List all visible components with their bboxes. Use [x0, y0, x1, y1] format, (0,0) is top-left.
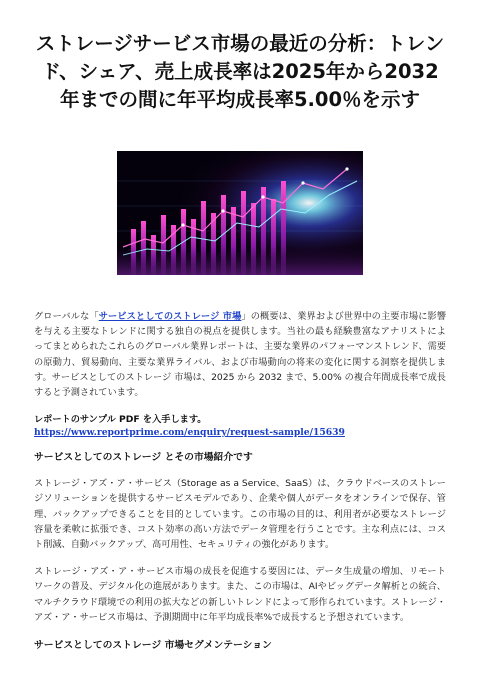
sample-label: レポートのサンプル PDF を入手します。	[34, 414, 207, 426]
sample-request	[34, 413, 446, 439]
analytics-chart-image	[117, 151, 363, 275]
sample-request-link[interactable]: https://www.reportprime.com/enquiry/request-sample/15639	[34, 427, 345, 439]
page-title: ストレージサービス市場の最近の分析：トレンド、シェア、売上成長率は2025年から2032年までの間に年平均成長率5.00％を示す	[35, 32, 445, 111]
intro-text-end: 」の概要は、業界および世界中の主要市場に影響を与える主要なトレンドに関する独自の視点を提供します。当社の最も経験豊富なアナリストによってまとめられたこれらのグローバル業界レポートは、主要な業界のパフォーマンストレンド、需要の原動力、貿易動向、主要な業界ライバル、および市場動向の将来の変化に関する洞察を提供します。サービスとしてのストレージ 市場は、2025 から 2032 まで、5.00% の複合年間成長率で成長すると予測されています。	[34, 311, 447, 399]
section-paragraph-2: ストレージ・アズ・ア・サービス市場の成長を促進する要因には、データ生成量の増加、リモートワークの普及、デジタル化の進展があります。また、この市場は、AIやビッグデータ解析との統合、マルチクラウド環境での利用の拡大などの新しいトレンドによって形作られています。ストレージ・アズ・ア・サービス市場は、予測期間中に年平均成長率%で成長すると予想されています。	[34, 566, 446, 623]
market-link[interactable]: サービスとしてのストレージ 市場	[98, 311, 242, 322]
section-paragraph-1: ストレージ・アズ・ア・サービス（Storage as a Service、SaaS）は、クラウドベースのストレージソリューションを提供するサービスモデルであり、企業や個人がデータをオンラインで保存、管理、バックアップできることを目的としています。この市場の目的は、利用者が必要なストレージ容量を柔軟に拡張でき、コスト効率の高い方法でデータ管理を行うことです。主な利点には、コスト削減、自動バックアップ、高可用性、セキュリティの強化があります。	[34, 478, 446, 551]
intro-paragraph	[34, 309, 446, 400]
intro-text-start: グローバルな「	[34, 311, 99, 322]
hero-image	[117, 151, 363, 275]
section-heading-intro: サービスとしてのストレージ とその市場紹介です	[34, 452, 253, 464]
section-heading-segmentation: サービスとしてのストレージ 市場セグメンテーション	[34, 640, 272, 652]
